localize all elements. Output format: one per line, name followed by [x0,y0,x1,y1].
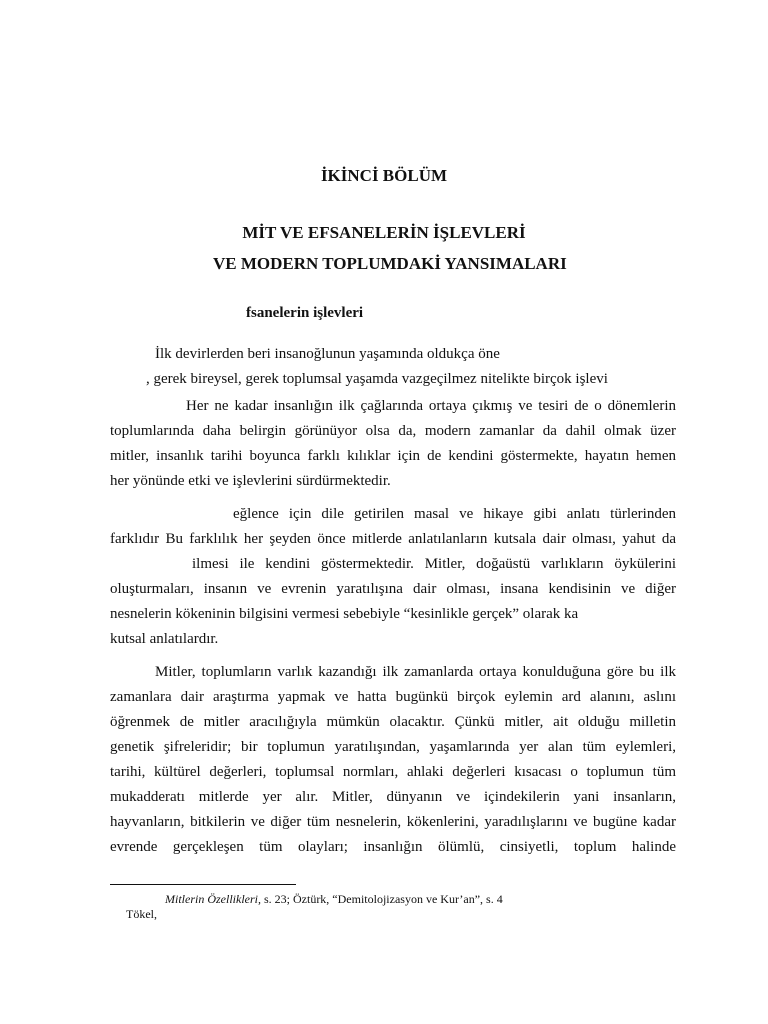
footnote-italic-title: Mitlerin Özellikleri, [165,892,261,906]
paragraph-line: mukadderatı mitlerde yer alır. Mitler, dünyanın ve içindekilerin yani insanların, [110,789,676,805]
paragraph-line: farklıdır Bu farklılık her şeyden önce mitlerde anlatılanların kutsala dair olması, yahut da [110,531,676,547]
footnote-text: s. 23; Öztürk, “Demitolojizasyon ve Kur’an”, s. 4 [260,892,503,906]
paragraph-line: toplumlarında daha belirgin görünüyor olsa da, modern zamanlar da dahil olmak üzer [110,423,676,439]
section-title: fsanelerin işlevleri [246,305,364,321]
paragraph-line: hayvanların, bitkilerin ve diğer tüm nesnelerin, kökenlerini, yaradılışlarını ve bugüne kadar [110,814,676,830]
paragraph-line: , gerek bireysel, gerek toplumsal yaşamda vazgeçilmez nitelikte birçok işlevi [146,371,608,387]
paragraph-line: her yönünde etki ve işlevlerini sürdürmektedir. [110,473,391,489]
footnote-separator [110,884,296,885]
paragraph-line: mitler, insanlık tarihi boyunca farklı kılıklar için de kendini göstermekte, hayatın hemen [110,448,676,464]
chapter-title: İKİNCİ BÖLÜM [320,166,448,185]
paragraph-line: zamanlara dair araştırma yapmak ve hatta bugünkü birçok eylemin ard alanını, aslını [110,689,676,705]
chapter-heading-line-2: VE MODERN TOPLUMDAKİ YANSIMALARI [213,254,567,273]
paragraph-line: ilmesi ile kendini göstermektedir. Mitler, doğaüstü varlıkların öykülerini [192,556,676,572]
paragraph-line: evrende gerçekleşen tüm olayları; insanlığın ölümlü, cinsiyetli, toplum halinde [110,839,676,855]
paragraph-line: genetik şifreleridir; bir toplumun yaratılışından, yaşamlarında yer alan tüm eylemleri, [110,739,676,755]
paragraph-line: oluşturmaları, insanın ve evrenin yaratılışına dair olması, insana kendisinin ve diğer [110,581,676,597]
paragraph-line: Mitler, toplumların varlık kazandığı ilk zamanlarda ortaya konulduğuna göre bu ilk [155,664,676,680]
paragraph-line: tarihi, kültürel değerleri, toplumsal normları, ahlaki değerleri kısacası o toplumun tüm [110,764,676,780]
chapter-heading-line-1: MİT VE EFSANELERİN İŞLEVLERİ [242,223,526,242]
paragraph-line: nesnelerin kökeninin bilgisini vermesi sebebiyle “kesinlikle gerçek” olarak ka [110,606,579,622]
paragraph-line: eğlence için dile getirilen masal ve hikaye gibi anlatı türlerinden [233,506,676,522]
footnote [165,892,503,907]
footnote-second-line: Tökel, [126,907,157,921]
paragraph-line: Her ne kadar insanlığın ilk çağlarında ortaya çıkmış ve tesiri de o dönemlerin [186,398,676,414]
paragraph-line: kutsal anlatılardır. [110,631,219,647]
paragraph-line: öğrenmek de mitler aracılığıyla mümkün olacaktır. Çünkü mitler, ait olduğu milletin [110,714,676,730]
paragraph-line: İlk devirlerden beri insanoğlunun yaşamında oldukça öne [155,346,500,362]
